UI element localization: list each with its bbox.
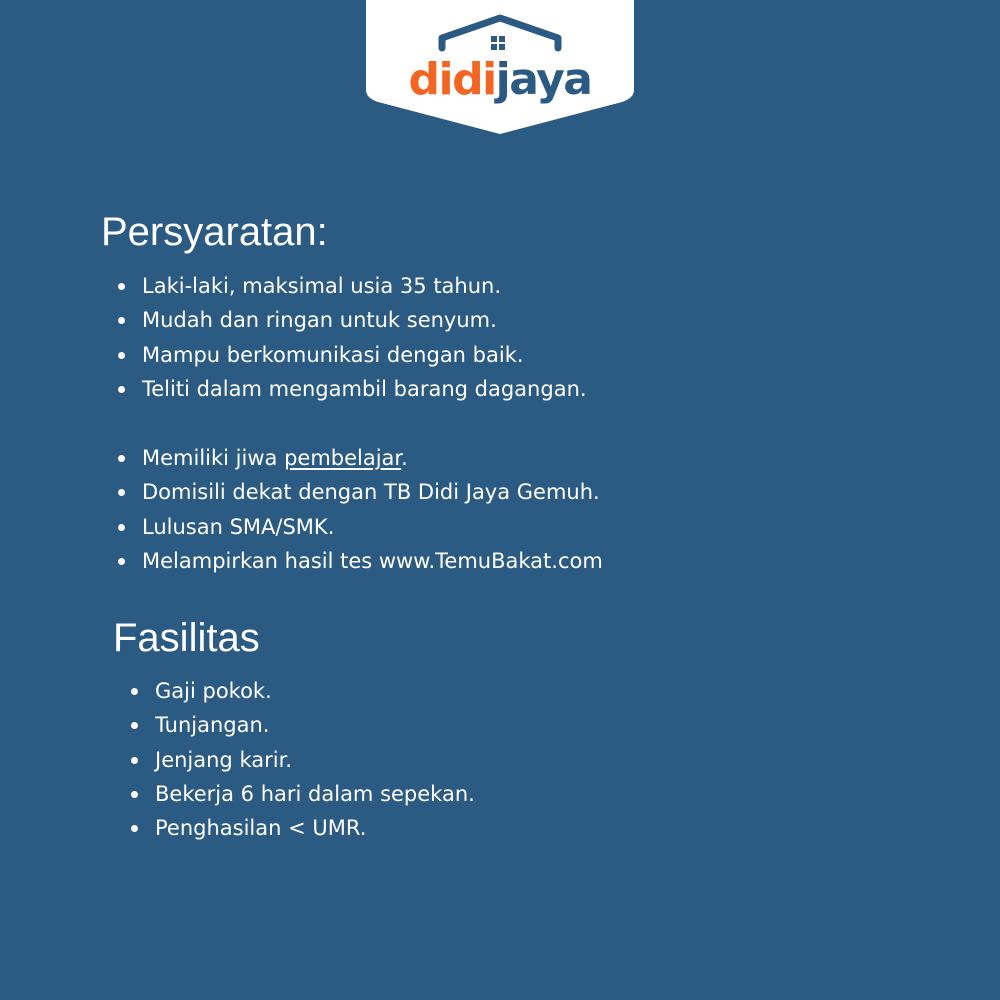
logo-wordmark <box>409 54 592 105</box>
requirements-heading: Persyaratan: <box>101 210 328 254</box>
facilities-heading: Fasilitas <box>113 616 260 660</box>
requirements-list-1 <box>118 269 587 406</box>
list-item: Jenjang karir. <box>131 743 475 777</box>
requirements-list-2 <box>118 441 603 578</box>
list-item: Domisili dekat dengan TB Didi Jaya Gemuh. <box>118 475 603 509</box>
logo-text-jaya: jaya <box>495 54 592 105</box>
pembelajar-link[interactable]: pembelajar <box>284 446 402 470</box>
list-item: Lulusan SMA/SMK. <box>118 510 603 544</box>
facilities-list <box>131 674 475 845</box>
didijaya-logo <box>366 0 634 134</box>
list-item: Mampu berkomunikasi dengan baik. <box>118 338 587 372</box>
logo-text-didi: didi <box>408 54 496 105</box>
list-item: Laki-laki, maksimal usia 35 tahun. <box>118 269 587 303</box>
list-item: Mudah dan ringan untuk senyum. <box>118 303 587 337</box>
list-item <box>118 441 603 475</box>
list-item-text: . <box>401 446 408 470</box>
list-item: Melampirkan hasil tes www.TemuBakat.com <box>118 544 603 578</box>
list-item: Tunjangan. <box>131 708 475 742</box>
list-item: Penghasilan < UMR. <box>131 811 475 845</box>
list-item: Bekerja 6 hari dalam sepekan. <box>131 777 475 811</box>
list-item-text: Memiliki jiwa <box>142 446 285 470</box>
logo-badge <box>366 0 634 134</box>
list-item: Gaji pokok. <box>131 674 475 708</box>
list-item: Teliti dalam mengambil barang dagangan. <box>118 372 587 406</box>
